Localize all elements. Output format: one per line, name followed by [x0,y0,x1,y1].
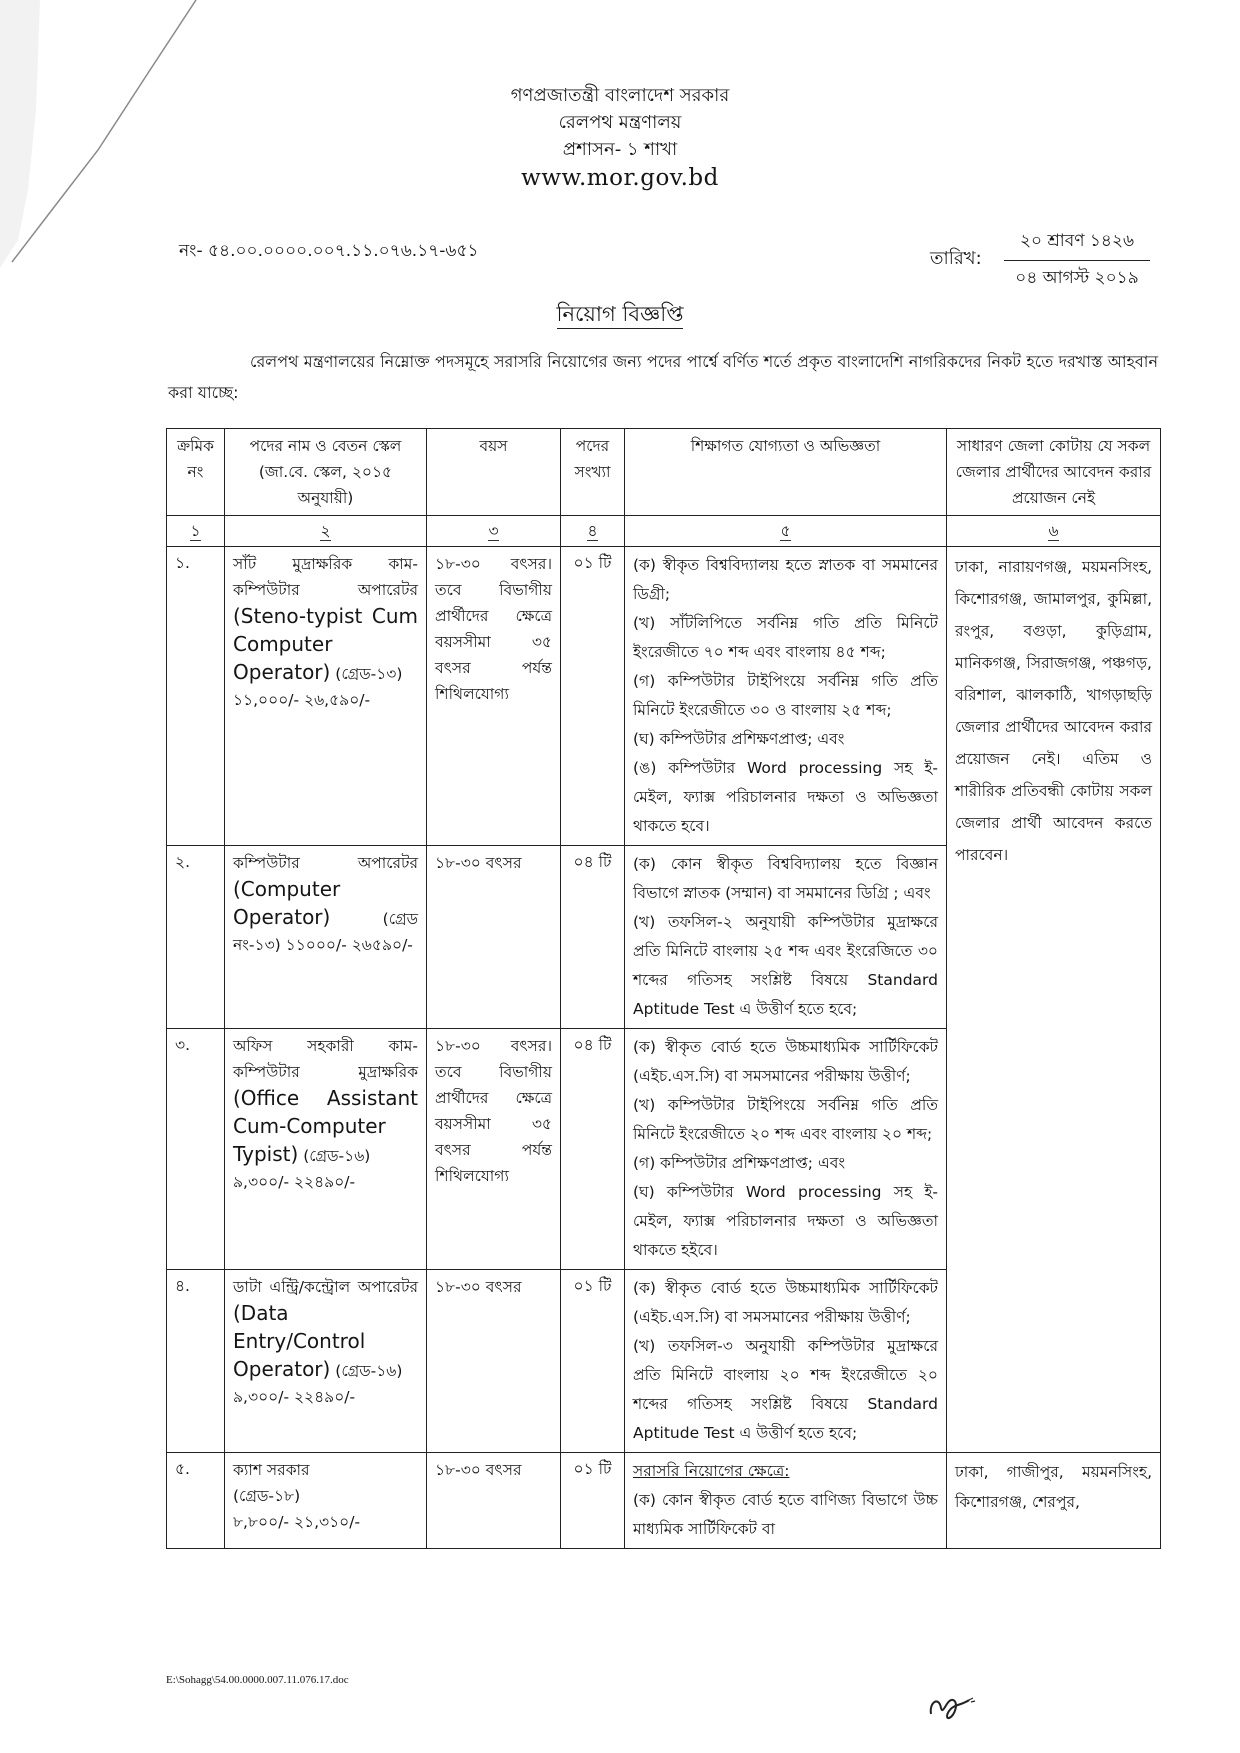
row-serial: ৪. [167,1270,225,1453]
qualification-item: (ক) কোন স্বীকৃত বোর্ড হতে বাণিজ্য বিভাগে উচ্চ মাধ্যমিক সার্টিফিকেট বা [633,1491,938,1538]
post-scale: ১১,০০০/- ২৬,৫৯০/- [233,691,371,709]
post-name-en: (Data Entry/Control Operator) [233,1301,366,1381]
row-count: ০১ টি [561,1270,625,1453]
row-age: ১৮-৩০ বৎসর। তবে বিভাগীয় প্রার্থীদের ক্ষেত্রে বয়সসীমা ৩৫ বৎসর পর্যন্ত শিথিলযোগ্য [427,547,561,846]
post-grade: (গ্রেড-১৮) [233,1487,301,1505]
column-number-row [167,516,1161,547]
date-english: ০৪ আগস্ট ২০১৯ [1015,268,1139,288]
row-post [225,547,427,846]
qualification-item: (খ) তফসিল-২ অনুযায়ী কম্পিউটার মুদ্রাক্ষরে প্রতি মিনিটে বাংলায় ২৫ শব্দ এবং ইংরেজিতে ৩০ শব্দের গতিসহ সংশ্লিষ্ট বিষয়ে Standard Aptitude Test এ উত্তীর্ণ হতে হবে; [633,913,938,1018]
qualification-item: (খ) সাঁটলিপিতে সর্বনিম্ন গতি প্রতি মিনিটে ইংরেজীতে ৭০ শব্দ এবং বাংলায় ৪৫ শব্দ; [633,614,938,661]
header-quota: সাধারণ জেলা কোটায় যে সকল জেলার প্রার্থীদের আবেদন করার প্রয়োজন নেই [947,429,1161,516]
post-grade: (গ্রেড-১৬) [335,1362,403,1380]
post-scale: ৯,৩০০/- ২২৪৯০/- [233,1173,356,1191]
column-number: ৬ [1048,522,1059,540]
table-header-row [167,429,1161,516]
post-name-bn: অফিস সহকারী কাম-কম্পিউটার মুদ্রাক্ষরিক [233,1037,418,1081]
row-count: ০১ টি [561,547,625,846]
qualification-item: (ক) কোন স্বীকৃত বিশ্ববিদ্যালয় হতে বিজ্ঞান বিভাগে স্নাতক (সম্মান) বা সমমানের ডিগ্রি ; এবং [633,855,938,902]
post-grade: (গ্রেড নং-১৩) [233,910,418,954]
date-bangla: ২০ শ্রাবণ ১৪২৬ [1019,231,1135,251]
post-name-en: (Steno-typist Cum Computer Operator) [233,604,418,684]
header-count: পদের সংখ্যা [561,429,625,516]
date-block [1004,228,1150,293]
ministry-name: রেলপথ মন্ত্রণালয় [558,112,682,133]
post-scale: ৯,৩০০/- ২২৪৯০/- [233,1388,356,1406]
website-link[interactable]: www.mor.gov.bd [521,165,719,191]
column-number: ২ [320,522,331,540]
post-grade: (গ্রেড-১৩) [335,665,403,683]
column-number: ১ [190,522,201,540]
notice-title [0,298,1240,333]
row-count: ০৪ টি [561,1029,625,1270]
quota-districts-group-1: ঢাকা, নারায়ণগঞ্জ, ময়মনসিংহ, কিশোরগঞ্জ, জামালপুর, কুমিল্লা, রংপুর, বগুড়া, কুড়িগ্রাম, মানিকগঞ্জ, সিরাজগঞ্জ, পঞ্চগড়, বরিশাল, ঝালকাঠি, খাগড়াছড়ি জেলার প্রার্থীদের আবেদন করার প্রয়োজন নেই। এতিম ও শারীরিক প্রতিবন্ধী কোটায় সকল জেলার প্রার্থী আবেদন করতে পারবেন। [947,547,1161,1453]
post-name-bn: ক্যাশ সরকার [233,1461,310,1479]
column-number: ৩ [488,522,499,540]
notice-title-text: নিয়োগ বিজ্ঞপ্তি [557,302,684,329]
post-name-en: (Office Assistant Cum-Computer Typist) [233,1086,418,1166]
post-name-bn: ডাটা এন্ট্রি/কন্ট্রোল অপারেটর [233,1278,418,1296]
row-age: ১৮-৩০ বৎসর [427,1453,561,1549]
post-name-bn: সাঁট মুদ্রাক্ষরিক কাম-কম্পিউটার অপারেটর [233,555,418,599]
row-serial: ১. [167,547,225,846]
row-post [225,1029,427,1270]
post-name-bn: কম্পিউটার অপারেটর [233,854,418,872]
qualification-item: (খ) কম্পিউটার টাইপিংয়ে সর্বনিম্ন গতি প্রতি মিনিটে ইংরেজীতে ২০ শব্দ এবং বাংলায় ২০ শব্দ; [633,1096,938,1143]
qualification-item: (গ) কম্পিউটার টাইপিংয়ে সর্বনিম্ন গতি প্রতি মিনিটে ইংরেজীতে ৩০ ও বাংলায় ২৫ শব্দ; [633,672,938,719]
qualification-item: (ক) স্বীকৃত বোর্ড হতে উচ্চমাধ্যমিক সার্টিফিকেট (এইচ.এস.সি) বা সমসমানের পরীক্ষায় উত্তীর্ণ; [633,1279,938,1326]
column-number: ৫ [780,522,791,540]
qualification-item: (গ) কম্পিউটার প্রশিক্ষণপ্রাপ্ত; এবং [633,1154,846,1172]
row-serial: ৩. [167,1029,225,1270]
date-label: তারিখ: [930,248,982,269]
row-count: ০১ টি [561,1453,625,1549]
row-qualification [625,1029,947,1270]
qualification-item: (ঘ) কম্পিউটার Word processing সহ ই-মেইল, ফ্যাক্স পরিচালনার দক্ষতা ও অভিজ্ঞতা থাকতে হইবে। [633,1183,938,1259]
post-scale: ৮,৮০০/- ২১,৩১০/- [233,1513,361,1531]
government-name: গণপ্রজাতন্ত্রী বাংলাদেশ সরকার [510,85,730,106]
letterhead [0,82,1240,191]
row-qualification [625,846,947,1029]
qualification-heading: সরাসরি নিয়োগের ক্ষেত্রে: [633,1462,790,1480]
intro-paragraph: রেলপথ মন্ত্রণালয়ের নিম্নোক্ত পদসমূহে সরাসরি নিয়োগের জন্য পদের পার্শ্বে বর্ণিত শর্তে প্রকৃত বাংলাদেশি নাগরিকদের নিকট হতে দরখাস্ত আহবান করা যাচ্ছে: [168,352,1158,402]
post-scale: ১১০০০/- ২৬৫৯০/- [285,936,413,954]
table-row [167,547,1161,846]
qualification-item: (ঘ) কম্পিউটার প্রশিক্ষণপ্রাপ্ত; এবং [633,730,845,748]
row-post [225,846,427,1029]
header-post: পদের নাম ও বেতন স্কেল (জা.বে. স্কেল, ২০১৫ অনুযায়ী) [225,429,427,516]
row-qualification [625,1270,947,1453]
post-grade: (গ্রেড-১৬) [303,1147,371,1165]
row-serial: ২. [167,846,225,1029]
header-serial: ক্রমিক নং [167,429,225,516]
table-row [167,1453,1161,1549]
qualification-item: (ক) স্বীকৃত বোর্ড হতে উচ্চমাধ্যমিক সার্টিফিকেট (এইচ.এস.সি) বা সমসমানের পরীক্ষায় উত্তীর্ণ; [633,1038,938,1085]
row-qualification [625,547,947,846]
file-path: E:\Sohagg\54.00.0000.007.11.076.17.doc [166,1674,349,1686]
row-serial: ৫. [167,1453,225,1549]
header-qualification: শিক্ষাগত যোগ্যতা ও অভিজ্ঞতা [625,429,947,516]
signature-initial [925,1686,995,1726]
header-age: বয়স [427,429,561,516]
date-divider [1004,260,1150,261]
qualification-item: (খ) তফসিল-৩ অনুযায়ী কম্পিউটার মুদ্রাক্ষরে প্রতি মিনিটে বাংলায় ২০ শব্দ ইংরেজীতে ২০ শব্দের গতিসহ সংশ্লিষ্ট বিষয়ে Standard Aptitude Test এ উত্তীর্ণ হতে হবে; [633,1337,938,1442]
memo-number: নং- ৫৪.০০.০০০০.০০৭.১১.০৭৬.১৭-৬৫১ [179,241,479,261]
row-qualification [625,1453,947,1549]
branch-name: প্রশাসন- ১ শাখা [562,139,678,160]
row-post [225,1270,427,1453]
vacancy-table [166,428,1161,1549]
row-count: ০৪ টি [561,846,625,1029]
row-post [225,1453,427,1549]
qualification-item: (ঙ) কম্পিউটার Word processing সহ ই-মেইল, ফ্যাক্স পরিচালনার দক্ষতা ও অভিজ্ঞতা থাকতে হবে। [633,759,938,835]
row-age: ১৮-৩০ বৎসর [427,846,561,1029]
quota-districts-group-2: ঢাকা, গাজীপুর, ময়মনসিংহ, কিশোরগঞ্জ, শেরপুর, [947,1453,1161,1549]
qualification-item: (ক) স্বীকৃত বিশ্ববিদ্যালয় হতে স্নাতক বা সমমানের ডিগ্রী; [633,556,938,603]
row-age: ১৮-৩০ বৎসর। তবে বিভাগীয় প্রার্থীদের ক্ষেত্রে বয়সসীমা ৩৫ বৎসর পর্যন্ত শিথিলযোগ্য [427,1029,561,1270]
post-name-en: (Computer Operator) [233,877,341,929]
column-number: ৪ [587,522,598,540]
row-age: ১৮-৩০ বৎসর [427,1270,561,1453]
